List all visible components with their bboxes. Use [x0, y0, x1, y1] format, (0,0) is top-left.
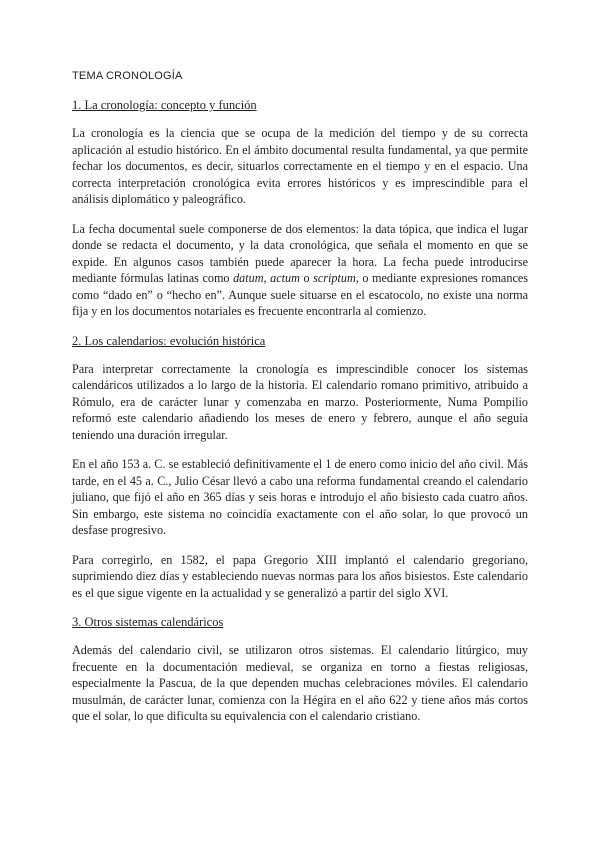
- paragraph-definicion-cronologia: La cronología es la ciencia que se ocupa de la medición del tiempo y de su correcta aplicación al estudio histórico. En el ámbito documental resulta fundamental, ya que permite fechar los documentos, es decir, situarlos correctamente en el tiempo y en el espacio. Una correcta interpretación cronológica evita errores históricos y es imprescindible para el análisis diplomático y paleográfico.: [72, 126, 528, 206]
- latin-term-datum: datum: [233, 271, 264, 285]
- document-content: [72, 70, 528, 738]
- document-title: TEMA CRONOLOGÍA: [72, 70, 183, 82]
- paragraph-fecha-documental: [72, 221, 528, 320]
- paragraph-text-part: La fecha documental suele componerse de dos elementos: la data tópica, que indica el lugar donde se redacta el documento, y la data cronológica, que señala el momento en que se expide. En algunos casos también puede aparecer la hora. La fecha puede introducirse mediante fórmulas latinas como: [72, 221, 528, 285]
- latin-term-scriptum: scriptum: [313, 271, 356, 285]
- paragraph-calendario-romano: Para interpretar correctamente la cronología es imprescindible conocer los sistemas calendáricos utilizados a lo largo de la historia. El calendario romano primitivo, atribuido a Rómulo, era de carácter lunar y comenzaba en marzo. Posteriormente, Numa Pompilio reformó este calendario añadiendo los meses de enero y febrero, aunque el año seguía teniendo una duración irregular.: [72, 361, 528, 442]
- paragraph-calendario-juliano: En el año 153 a. C. se estableció definitivamente el 1 de enero como inicio del año civil. Más tarde, en el 45 a. C., Julio César llevó a cabo una reforma fundamental creando el calendario juliano, que fijó el año en 365 días y seis horas e introdujo el año bisiesto cada cuatro años. Sin embargo, este sistema no coincidía exactamente con el año solar, lo que provocó un desfase progresivo.: [72, 457, 528, 537]
- section-heading-calendarios: 2. Los calendarios: evolución histórica: [72, 333, 266, 348]
- paragraph-text-part: , o mediante expresiones romances como “dado en” o “hecho en”. Aunque suele situarse en el escatocolo, no existe una norma fija y en los documentos notariales es frecuente encontrarla al comienzo.: [72, 271, 529, 318]
- section-heading-cronologia: 1. La cronología: concepto y función: [72, 98, 257, 112]
- paragraph-calendario-gregoriano: Para corregirlo, en 1582, el papa Gregorio XIII implantó el calendario gregoriano, suprimiendo diez días y estableciendo nuevas normas para los años bisiestos. Este calendario es el que sigue vigente en la actualidad y se generalizó a partir del siglo XVI.: [72, 552, 528, 600]
- section-heading-otros-sistemas: 3. Otros sistemas calendáricos: [72, 615, 224, 629]
- separator-text: o: [299, 271, 314, 285]
- separator-text: ,: [263, 271, 271, 285]
- latin-term-actum: actum: [270, 271, 300, 285]
- paragraph-otros-calendarios: Además del calendario civil, se utilizaron otros sistemas. El calendario litúrgico, muy frecuente en la documentación medieval, se organiza en torno a fiestas religiosas, especialmente la Pascua, de la que dependen muchas celebraciones móviles. El calendario musulmán, de carácter lunar, comienza con la Hégira en el año 622 y tiene años más cortos que el solar, lo que dificulta su equivalencia con el calendario cristiano.: [72, 643, 528, 723]
